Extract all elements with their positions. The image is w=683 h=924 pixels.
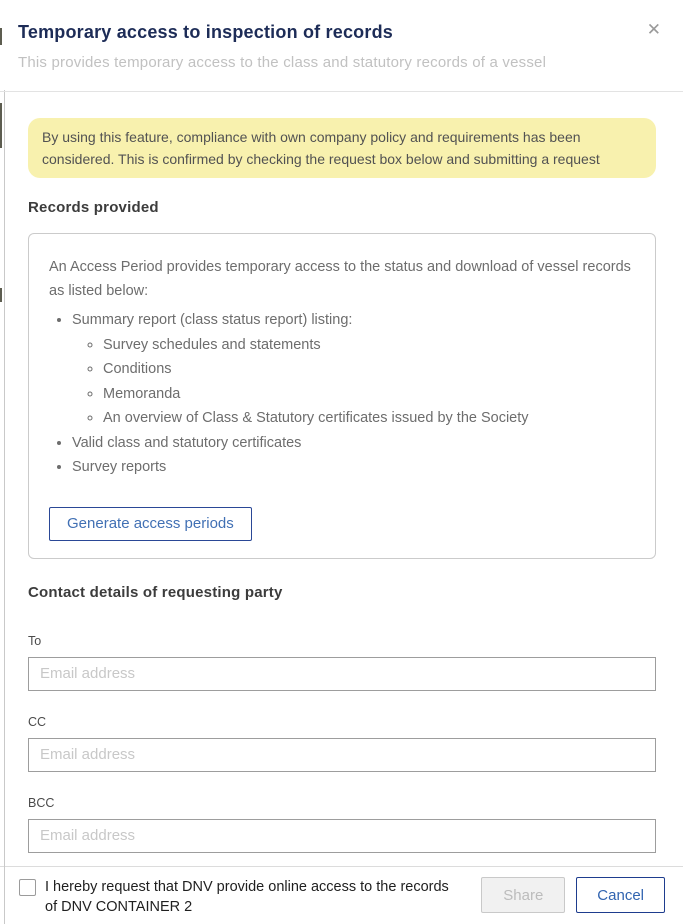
records-provided-heading: Records provided xyxy=(28,199,159,216)
share-button[interactable]: Share xyxy=(481,877,565,913)
list-item xyxy=(72,308,635,431)
page-edge-artifact xyxy=(0,103,2,148)
page-edge-artifact xyxy=(4,90,5,924)
records-panel xyxy=(28,233,656,559)
page-edge-artifact xyxy=(0,288,2,302)
records-intro: An Access Period provides temporary access to the status and download of vessel records as listed below: xyxy=(49,259,631,299)
cancel-button[interactable]: Cancel xyxy=(576,877,665,913)
list-item: ◦ Conditions xyxy=(103,357,635,382)
dialog-body xyxy=(0,92,683,866)
to-field-label: To xyxy=(28,633,42,648)
bcc-email-input[interactable] xyxy=(28,819,656,853)
list-item: • Valid class and statutory certificates xyxy=(72,431,635,456)
request-checkbox-label: I hereby request that DNV provide online access to the records of DNV CONTAINER 2 xyxy=(45,879,449,915)
bcc-field-label: BCC xyxy=(28,795,55,810)
dialog-footer xyxy=(0,866,683,924)
list-item: ◦ Survey schedules and statements xyxy=(103,333,635,358)
dialog-header xyxy=(0,0,683,92)
generate-access-periods-button[interactable]: Generate access periods xyxy=(49,507,252,541)
compliance-notice: By using this feature, compliance with own company policy and requirements has been considered. This is confirmed by checking the request box below and submitting a request xyxy=(28,118,656,178)
records-sublist xyxy=(72,333,635,431)
dialog-subtitle: This provides temporary access to the class and statutory records of a vessel xyxy=(18,54,547,71)
close-icon[interactable]: ✕ xyxy=(646,20,661,39)
cc-email-input[interactable] xyxy=(28,738,656,772)
to-email-input[interactable] xyxy=(28,657,656,691)
list-item: ◦ Memoranda xyxy=(103,382,635,407)
list-item: • Survey reports xyxy=(72,455,635,480)
dialog-title: Temporary access to inspection of records xyxy=(18,22,393,42)
list-item-label: Summary report (class status report) listing: xyxy=(72,312,353,328)
request-checkbox[interactable] xyxy=(19,879,36,896)
cc-field-label: CC xyxy=(28,714,47,729)
records-list xyxy=(49,308,635,480)
list-item: ◦ An overview of Class & Statutory certificates issued by the Society xyxy=(103,406,635,431)
contact-details-heading: Contact details of requesting party xyxy=(28,583,283,601)
